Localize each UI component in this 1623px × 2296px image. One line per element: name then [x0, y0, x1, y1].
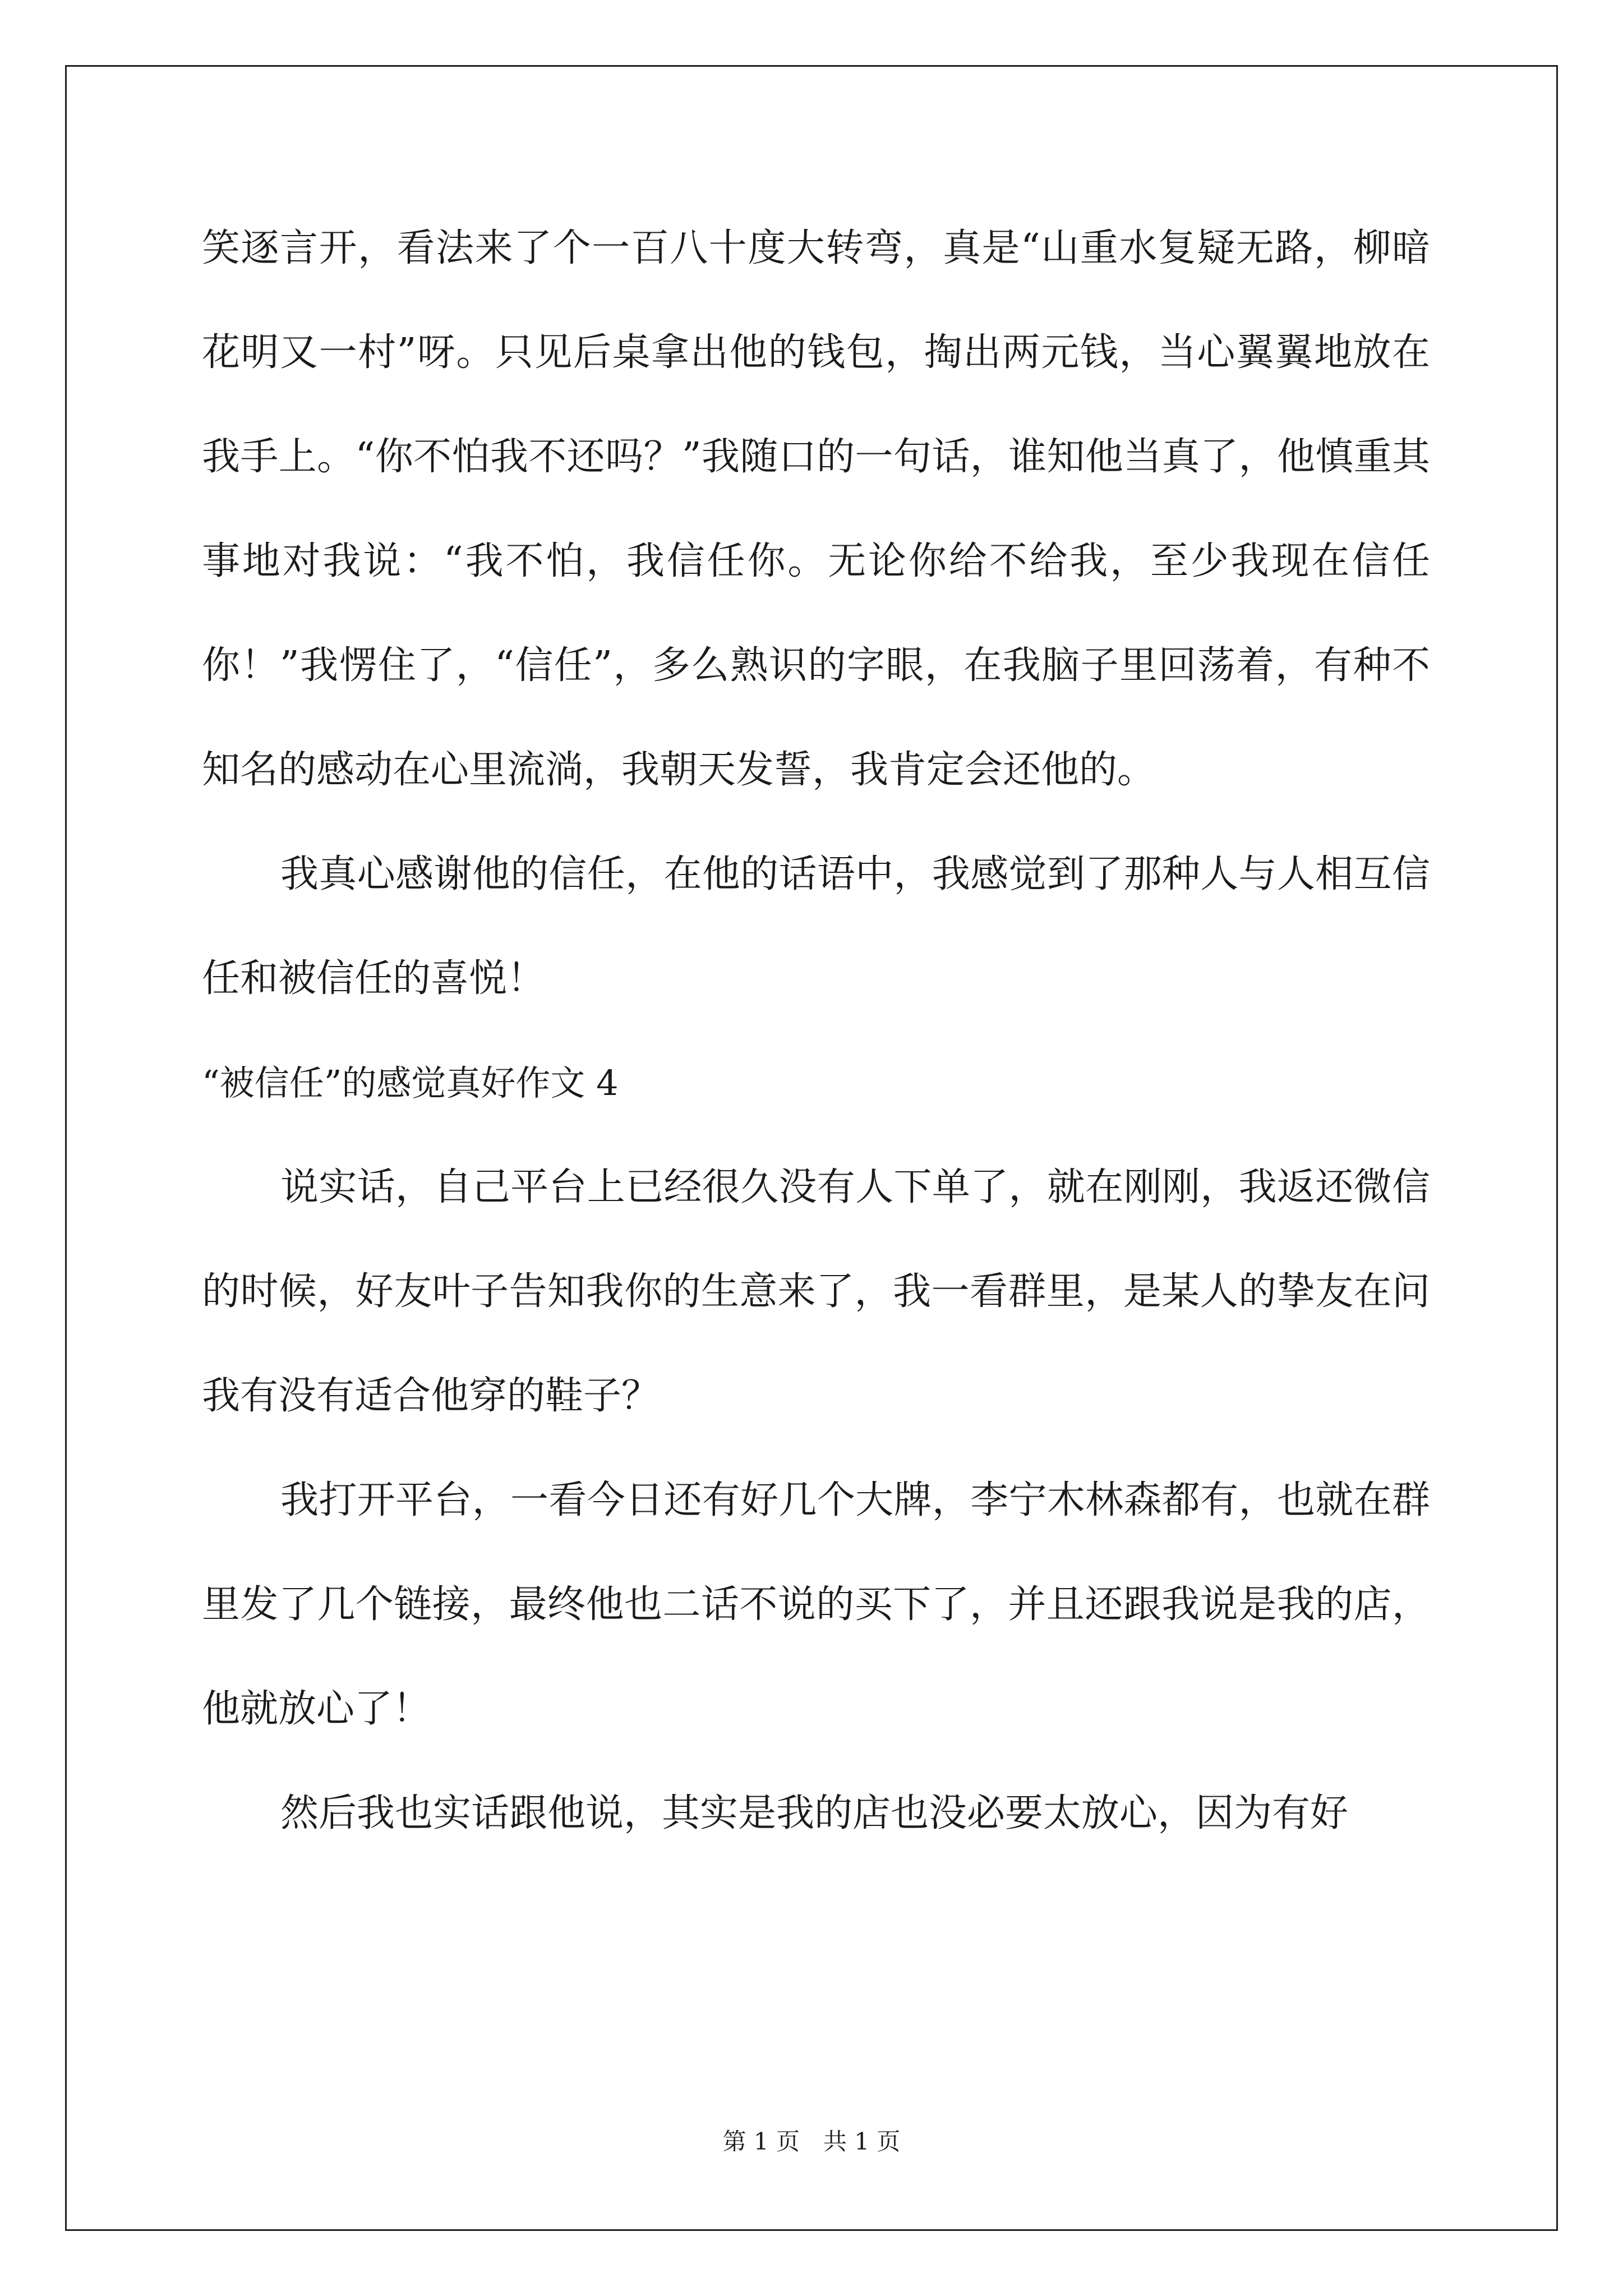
page-number-label: 第 1 页 共 1 页: [722, 2128, 901, 2155]
paragraph-5: 然后我也实话跟他说，其实是我的店也没必要太放心，因为有好: [280, 1791, 1349, 1835]
paragraph-2: 我真心感谢他的信任，在他的话语中，我感觉到了那种人与人相互信任和被信任的喜悦！: [202, 852, 1430, 1001]
section-heading: “被信任”的感觉真好作文 4: [202, 1062, 619, 1103]
paragraph-1: 笑逐言开，看法来了个一百八十度大转弯，真是“山重水复疑无路，柳暗花明又一村”呀。只见后桌拿出他的钱包，掏出两元钱，当心翼翼地放在我手上。“你不怕我不还吗？”我随口的一句话，谁知他当真了，他慎重其事地对我说：“我不怕，我信任你。无论你给不给我，至少我现在信任你！”我愣住了，“信任”，多么熟识的字眼，在我脑子里回荡着，有种不知名的感动在心里流淌，我朝天发誓，我肯定会还他的。: [202, 226, 1430, 792]
page-footer: [0, 2123, 1623, 2157]
document-body: [202, 196, 1430, 1866]
paragraph-4: 我打开平台，一看今日还有好几个大牌，李宁木林森都有，也就在群里发了几个链接，最终他也二话不说的买下了，并且还跟我说是我的店，他就放心了！: [202, 1478, 1430, 1731]
paragraph-3: 说实话，自己平台上已经很久没有人下单了，就在刚刚，我返还微信的时候，好友叶子告知我你的生意来了，我一看群里，是某人的挚友在问我有没有适合他穿的鞋子？: [202, 1165, 1430, 1418]
